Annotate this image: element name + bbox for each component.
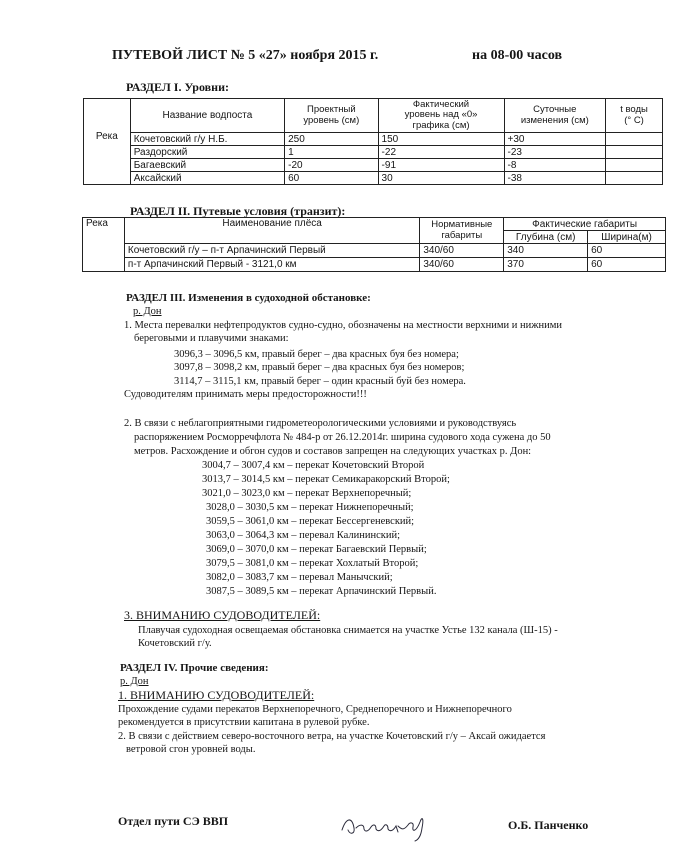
levels-design-header: Проектный уровень (см) — [285, 99, 378, 133]
list-item: 3004,7 – 3007,4 км – перекат Кочетовский Второй — [202, 460, 425, 471]
department-label: Отдел пути СЭ ВВП — [118, 814, 229, 828]
levels-post-header: Название водпоста — [130, 99, 284, 133]
levels-header-row — [84, 99, 663, 133]
transit-reach-header: Наименование плёса — [124, 218, 419, 244]
signatory-name: О.Б. Панченко — [508, 818, 589, 832]
level-actual: -22 — [378, 146, 504, 159]
levels-river-header: Река — [84, 99, 131, 185]
levels-table — [83, 98, 663, 185]
level-design: 250 — [285, 133, 378, 146]
list-item: 3097,8 – 3098,2 км, правый берег – два красных буя без номеров; — [174, 362, 465, 373]
transit-norm-header: Нормативные габариты — [420, 218, 504, 244]
levels-temp-header: t воды (° С) — [606, 99, 663, 133]
section3-p1-line2: береговыми и плавучими знаками: — [134, 333, 289, 344]
section3-river: р. Дон — [133, 306, 162, 317]
section4-p2-line1: 2. В связи с действием северо-восточного ветра, на участке Кочетовский г/у – Аксай ожидается — [118, 731, 546, 742]
transit-reach: Кочетовский г/у – п-т Арпачинский Первый — [124, 244, 419, 258]
section3-p1-line1: 1. Места перевалки нефтепродуктов судно-судно, обозначены на местности верхними и нижними — [124, 320, 562, 331]
section3-heading: РАЗДЕЛ III. Изменения в судоходной обстановке: — [126, 292, 371, 304]
table-row — [83, 244, 666, 258]
list-item: 3082,0 – 3083,7 км – перевал Манычский; — [206, 572, 393, 583]
section3-p2-line2: распоряжением Росморречфлота № 484-р от 26.12.2014г. ширина судового хода сужена до 50 — [134, 432, 551, 443]
level-temp — [606, 133, 663, 146]
document-time: на 08-00 часов — [472, 48, 563, 63]
list-item: 3021,0 – 3023,0 км – перекат Верхнепоречный; — [202, 488, 412, 499]
section4-river: р. Дон — [120, 676, 149, 687]
table-row — [84, 159, 663, 172]
list-item: 3063,0 – 3064,3 км – перевал Калининский; — [206, 530, 400, 541]
level-design: 60 — [285, 172, 378, 185]
handwritten-signature — [338, 808, 430, 844]
section3-p2-line3: метров. Расхождение и обгон судов и составов запрещен на следующих участках р. Дон: — [134, 446, 532, 457]
transit-depth: 370 — [504, 258, 588, 272]
level-change: -38 — [504, 172, 606, 185]
list-item: 3069,0 – 3070,0 км – перекат Багаевский Первый; — [206, 544, 427, 555]
transit-width: 60 — [588, 258, 666, 272]
level-design: 1 — [285, 146, 378, 159]
section3-p2-line1: 2. В связи с неблагоприятными гидрометеорологическими условиями и руководствуясь — [124, 418, 517, 429]
transit-header-row — [83, 218, 666, 231]
level-change: -23 — [504, 146, 606, 159]
list-item: 3096,3 – 3096,5 км, правый берег – два красных буя без номера; — [174, 349, 459, 360]
level-post-name: Раздорский — [130, 146, 284, 159]
levels-change-header: Суточные изменения (см) — [504, 99, 606, 133]
transit-width: 60 — [588, 244, 666, 258]
level-post-name: Багаевский — [130, 159, 284, 172]
transit-reach: п-т Арпачинский Первый - 3121,0 км — [124, 258, 419, 272]
transit-actual-header: Фактические габариты — [504, 218, 666, 231]
section3-p3-line1: Плавучая судоходная освещаемая обстановка снимается на участке Устье 132 канала (Ш-15) - — [138, 625, 558, 636]
transit-depth-header: Глубина (см) — [504, 231, 588, 244]
transit-table — [82, 217, 666, 272]
transit-norm: 340/60 — [420, 244, 504, 258]
section4-p1-line2: рекомендуется в присутствии капитана в рулевой рубке. — [118, 717, 370, 728]
levels-actual-header: Фактический уровень над «0» графика (см) — [378, 99, 504, 133]
document-title: ПУТЕВОЙ ЛИСТ № 5 «27» ноября 2015 г. — [112, 48, 379, 63]
transit-norm: 340/60 — [420, 258, 504, 272]
level-post-name: Аксайский — [130, 172, 284, 185]
level-temp — [606, 146, 663, 159]
level-actual: -91 — [378, 159, 504, 172]
list-item: 3013,7 – 3014,5 км – перекат Семикаракорский Второй; — [202, 474, 450, 485]
list-item: 3028,0 – 3030,5 км – перекат Нижнепоречный; — [206, 502, 414, 513]
level-temp — [606, 159, 663, 172]
section3-p3-line2: Кочетовский г/у. — [138, 638, 212, 649]
section2-heading: РАЗДЕЛ II. Путевые условия (транзит): — [130, 204, 346, 218]
section4-p2-line2: ветровой сгон уровней воды. — [126, 744, 256, 755]
table-row — [84, 146, 663, 159]
level-design: -20 — [285, 159, 378, 172]
section3-p1-note: Судоводителям принимать меры предосторожности!!! — [124, 389, 367, 400]
section1-heading: РАЗДЕЛ I. Уровни: — [126, 80, 229, 94]
transit-depth: 340 — [504, 244, 588, 258]
level-post-name: Кочетовский г/у Н.Б. — [130, 133, 284, 146]
level-temp — [606, 172, 663, 185]
level-actual: 150 — [378, 133, 504, 146]
level-change: +30 — [504, 133, 606, 146]
level-actual: 30 — [378, 172, 504, 185]
transit-river-header: Река — [83, 218, 125, 272]
table-row — [84, 172, 663, 185]
transit-width-header: Ширина(м) — [588, 231, 666, 244]
section4-heading: РАЗДЕЛ IV. Прочие сведения: — [120, 662, 269, 674]
level-change: -8 — [504, 159, 606, 172]
list-item: 3087,5 – 3089,5 км – перекат Арпачинский Первый. — [206, 586, 437, 597]
section3-p3-heading: 3. ВНИМАНИЮ СУДОВОДИТЕЛЕЙ: — [124, 608, 321, 622]
section4-p1-line1: Прохождение судами перекатов Верхнепоречного, Среднепоречного и Нижнепоречного — [118, 704, 512, 715]
section4-p1-heading: 1. ВНИМАНИЮ СУДОВОДИТЕЛЕЙ: — [118, 688, 315, 702]
table-row — [84, 133, 663, 146]
list-item: 3059,5 – 3061,0 км – перекат Бессергеневский; — [206, 516, 415, 527]
list-item: 3079,5 – 3081,0 км – перекат Хохлатый Второй; — [206, 558, 419, 569]
list-item: 3114,7 – 3115,1 км, правый берег – один красный буй без номера. — [174, 376, 466, 387]
table-row — [83, 258, 666, 272]
